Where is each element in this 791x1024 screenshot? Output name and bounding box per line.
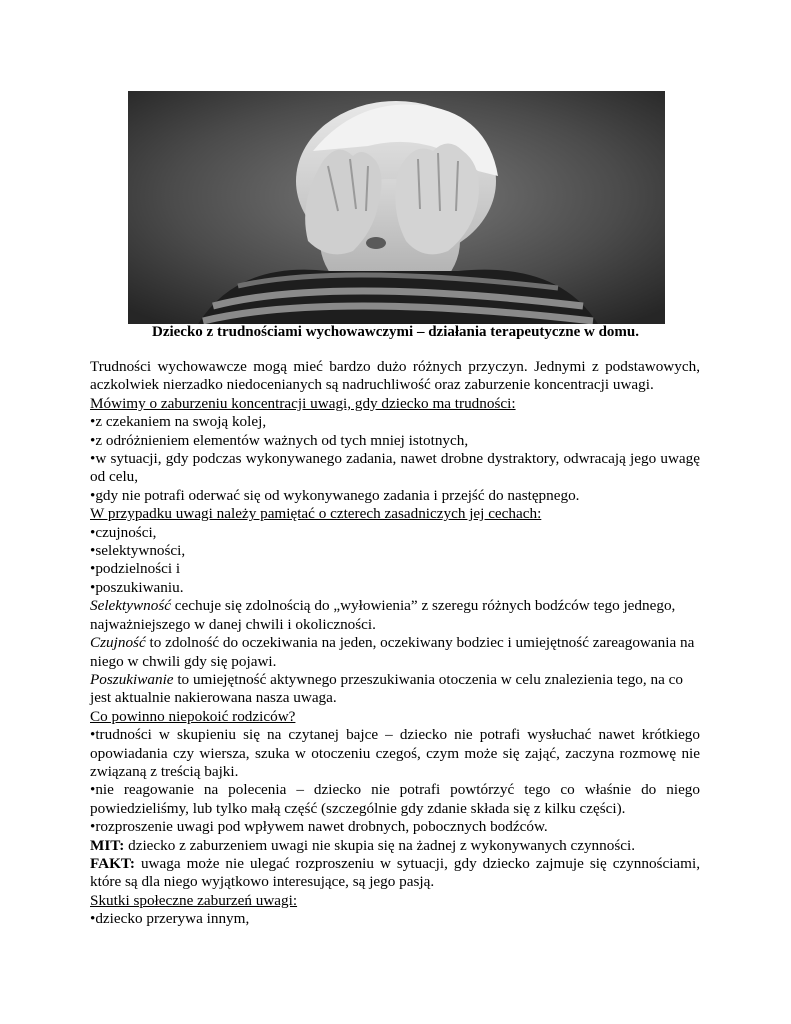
definition-term: Poszukiwanie: [90, 670, 174, 688]
document-title: Dziecko z trudnościami wychowawczymi – działania terapeutyczne w domu.: [151, 324, 640, 340]
intro-paragraph: Trudności wychowawcze mogą mieć bardzo dużo różnych przyczyn. Jednymi z podstawowych, aczkolwiek nierzadko niedocenianych są nadruchliwość oraz zaburzenie koncentracji uwagi.: [90, 358, 700, 394]
definition-paragraph: [90, 634, 700, 671]
section-heading: Co powinno niepokoić rodziców?: [90, 707, 296, 725]
definition-paragraph: [90, 597, 700, 634]
boy-covering-eyes-photo: [128, 91, 665, 324]
list-item: • podzielności i: [90, 560, 700, 578]
definition-text: cechuje się zdolnością do „wyłowienia” z szeregu różnych bodźców tego jednego, najważniejszego w danej chwili i okoliczności.: [90, 597, 676, 633]
myth-label: MIT:: [90, 836, 125, 854]
definition-paragraph: [90, 671, 700, 708]
list-item: • dziecko przerywa innym,: [90, 910, 700, 928]
definition-text: to zdolność do oczekiwania na jeden, oczekiwany bodziec i umiejętność zareagowania na niego w chwili gdy się pojawi.: [90, 634, 695, 670]
definition-term: Selektywność: [90, 597, 171, 615]
list-item: • z odróżnieniem elementów ważnych od tych mniej istotnych,: [90, 432, 700, 450]
list-item: • rozproszenie uwagi pod wpływem nawet drobnych, pobocznych bodźców.: [90, 818, 700, 836]
list-item: • w sytuacji, gdy podczas wykonywanego zadania, nawet drobne dystraktory, odwracają jego uwagę od celu,: [90, 450, 700, 487]
myth-paragraph: [90, 837, 700, 855]
fact-paragraph: [90, 855, 700, 892]
list-item: • czujności,: [90, 524, 700, 542]
section-heading: W przypadku uwagi należy pamiętać o czterech zasadniczych jej cechach:: [90, 505, 542, 523]
definition-text: to umiejętność aktywnego przeszukiwania otoczenia w celu znalezienia tego, na co jest aktualnie nakierowana nasza uwaga.: [90, 670, 683, 707]
myth-text: dziecko z zaburzeniem uwagi nie skupia się na żadnej z wykonywanych czynności.: [124, 836, 636, 854]
list-item: • gdy nie potrafi oderwać się od wykonywanego zadania i przejść do następnego.: [90, 487, 700, 505]
list-item: • poszukiwaniu.: [90, 579, 700, 597]
list-item: • selektywności,: [90, 542, 700, 560]
document-body: [90, 358, 700, 929]
list-item: • trudności w skupieniu się na czytanej bajce – dziecko nie potrafi wysłuchać nawet krótkiego opowiadania czy wiersza, szuka w otoczeniu czegoś, czym może się zająć, zaczyna rozmowę nie związaną z treścią bajki.: [90, 726, 700, 781]
definition-term: Czujność: [90, 634, 146, 652]
fact-label: FAKT:: [90, 854, 135, 872]
list-item: • z czekaniem na swoją kolej,: [90, 413, 700, 431]
fact-text: uwaga może nie ulegać rozproszeniu w sytuacji, gdy dziecko zajmuje się czynnościami, które są dla niego wyjątkowo interesujące, są jego pasją.: [90, 854, 700, 891]
list-item: • nie reagowanie na polecenia – dziecko nie potrafi powtórzyć tego co właśnie do niego powiedzieliśmy, lub tylko małą część (szczególnie gdy zdanie składa się z kilku części).: [90, 781, 700, 818]
section-heading: Skutki społeczne zaburzeń uwagi:: [90, 891, 298, 909]
section-heading: Mówimy o zaburzeniu koncentracji uwagi, gdy dziecko ma trudności:: [90, 394, 516, 412]
